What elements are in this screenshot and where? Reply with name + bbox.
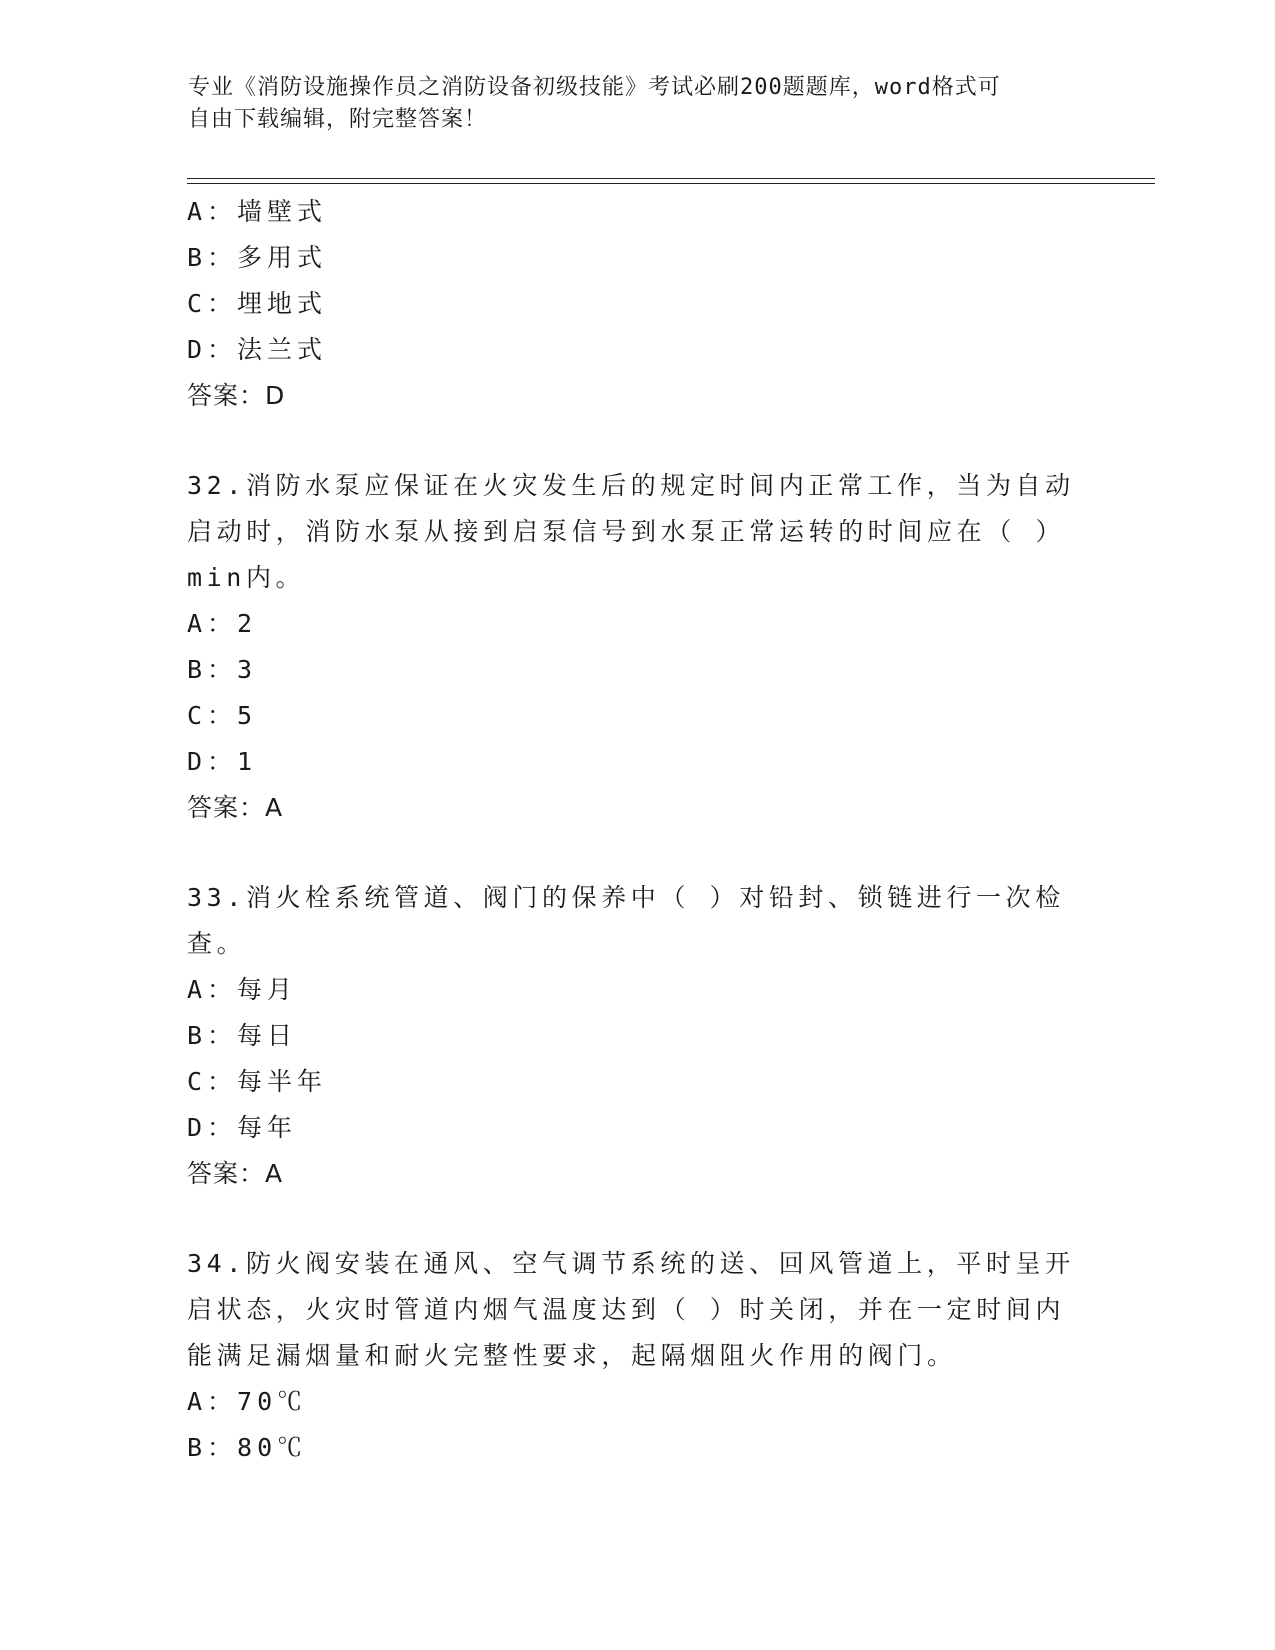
question-text: 33.消火栓系统管道、阀门的保养中（ ）对铅封、锁链进行一次检查。 — [187, 883, 1065, 958]
option-c: C：每半年 — [187, 1067, 328, 1096]
option-d: D：1 — [187, 747, 258, 776]
answer: 答案：A — [187, 793, 284, 822]
header-divider-top — [187, 178, 1155, 179]
option-d: D：法兰式 — [187, 335, 328, 364]
option-b: B：每日 — [187, 1021, 298, 1050]
question-text: 32.消防水泵应保证在火灾发生后的规定时间内正常工作，当为自动启动时，消防水泵从接到启泵信号到水泵正常运转的时间应在（ ）min内。 — [187, 471, 1075, 592]
question-32 — [187, 463, 1087, 831]
question-34 — [187, 1241, 1087, 1471]
answer: 答案：A — [187, 1159, 284, 1188]
option-b: B：3 — [187, 655, 258, 684]
question-list — [187, 189, 1087, 1471]
option-a: A：每月 — [187, 975, 298, 1004]
option-c: C：埋地式 — [187, 289, 328, 318]
question-text: 34.防火阀安装在通风、空气调节系统的送、回风管道上，平时呈开启状态，火灾时管道内烟气温度达到（ ）时关闭，并在一定时间内能满足漏烟量和耐火完整性要求，起隔烟阻火作用的阀门。 — [187, 1249, 1075, 1370]
header-line-1: 专业《消防设施操作员之消防设备初级技能》考试必刷200题题库，word格式可 — [188, 75, 1001, 100]
header-divider-bottom — [187, 183, 1155, 184]
option-a: A：墙壁式 — [187, 197, 328, 226]
option-b: B：多用式 — [187, 243, 328, 272]
question-33 — [187, 875, 1087, 1197]
option-a: A：2 — [187, 609, 258, 638]
option-d: D：每年 — [187, 1113, 298, 1142]
option-b: B：80℃ — [187, 1433, 308, 1462]
document-header — [188, 72, 1068, 136]
option-a: A：70℃ — [187, 1387, 308, 1416]
question-31-tail — [187, 189, 1087, 419]
header-line-2: 自由下载编辑，附完整答案！ — [188, 107, 488, 132]
option-c: C：5 — [187, 701, 258, 730]
answer: 答案：D — [187, 381, 286, 410]
